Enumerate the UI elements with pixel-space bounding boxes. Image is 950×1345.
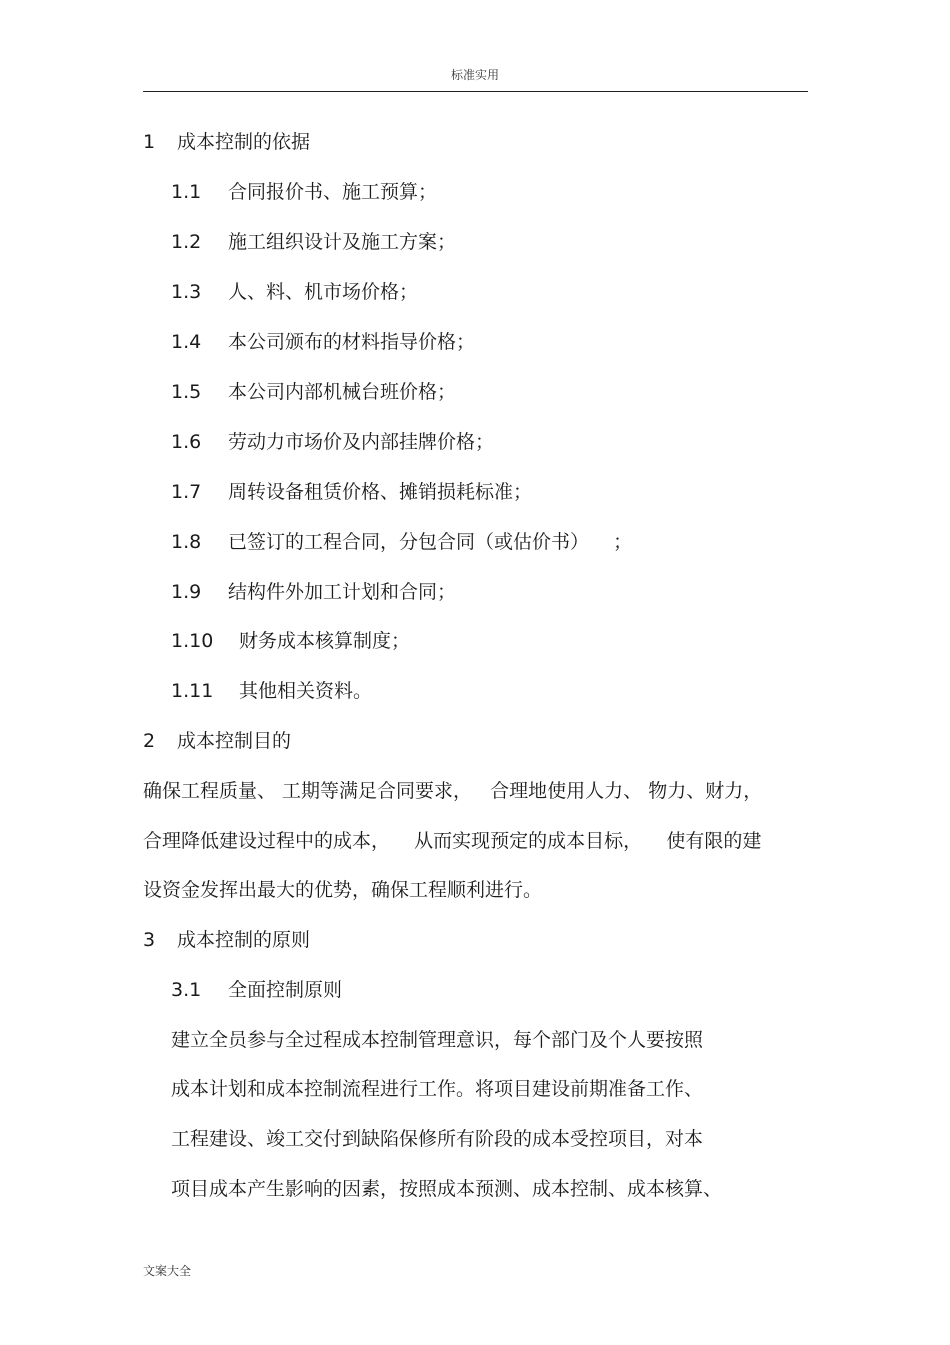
list-item [171, 580, 456, 604]
page-header-title: 标准实用 [450, 68, 499, 82]
list-item [171, 430, 494, 454]
item-number: 1.4 [171, 331, 202, 353]
section-heading [143, 729, 291, 753]
item-number: 1.2 [171, 231, 202, 253]
item-number: 1.11 [171, 680, 214, 702]
item-text: 本公司颁布的材料指导价格； [228, 331, 476, 353]
section-title: 成本控制的原则 [177, 929, 311, 951]
item-number: 1.10 [171, 630, 214, 652]
section-number: 2 [143, 730, 156, 752]
item-number: 1.5 [171, 381, 202, 403]
section-title: 成本控制的依据 [177, 131, 311, 153]
subsection-number: 3.1 [171, 979, 202, 1001]
header-divider [143, 91, 808, 92]
item-text: 结构件外加工计划和合同； [228, 581, 457, 603]
list-item [171, 380, 456, 404]
paragraph-line: 建立全员参与全过程成本控制管理意识，每个部门及个人要按照 [171, 1029, 704, 1051]
paragraph-line: 确保工程质量、 工期等满足合同要求， 合理地使用人力、 物力、财力， [143, 780, 763, 802]
page-footer-text: 文案大全 [143, 1264, 192, 1278]
item-number: 1.1 [171, 181, 202, 203]
item-number: 1.8 [171, 531, 202, 553]
item-text: 施工组织设计及施工方案； [228, 231, 457, 253]
list-item [171, 679, 372, 703]
paragraph-line: 工程建设、竣工交付到缺陷保修所有阶段的成本受控项目，对本 [171, 1128, 704, 1150]
list-item [171, 280, 418, 304]
item-number: 1.6 [171, 431, 202, 453]
list-item [171, 230, 456, 254]
section-number: 1 [143, 131, 156, 153]
subsection-heading [171, 978, 342, 1002]
list-item [171, 180, 437, 204]
item-text: 已签订的工程合同，分包合同（或估价书） ； [228, 531, 633, 553]
list-item [171, 530, 632, 554]
item-text: 劳动力市场价及内部挂牌价格； [228, 431, 495, 453]
section-title: 成本控制目的 [177, 730, 292, 752]
paragraph-line: 合理降低建设过程中的成本， 从而实现预定的成本目标， 使有限的建 [143, 830, 762, 852]
list-item [171, 330, 475, 354]
item-number: 1.7 [171, 481, 202, 503]
item-text: 财务成本核算制度； [239, 630, 411, 652]
item-text: 人、料、机市场价格； [228, 281, 419, 303]
item-number: 1.3 [171, 281, 202, 303]
list-item [171, 480, 532, 504]
item-text: 本公司内部机械台班价格； [228, 381, 457, 403]
item-number: 1.9 [171, 581, 202, 603]
subsection-title: 全面控制原则 [228, 979, 343, 1001]
paragraph-line: 成本计划和成本控制流程进行工作。将项目建设前期准备工作、 [171, 1078, 704, 1100]
item-text: 合同报价书、施工预算； [228, 181, 438, 203]
item-text: 周转设备租赁价格、摊销损耗标准； [228, 481, 533, 503]
section-heading [143, 130, 310, 154]
paragraph-line: 设资金发挥出最大的优势，确保工程顺利进行。 [143, 879, 543, 901]
section-heading [143, 928, 310, 952]
paragraph-line: 项目成本产生影响的因素，按照成本预测、成本控制、成本核算、 [171, 1178, 723, 1200]
section-number: 3 [143, 929, 156, 951]
list-item [171, 629, 410, 653]
item-text: 其他相关资料。 [239, 680, 373, 702]
